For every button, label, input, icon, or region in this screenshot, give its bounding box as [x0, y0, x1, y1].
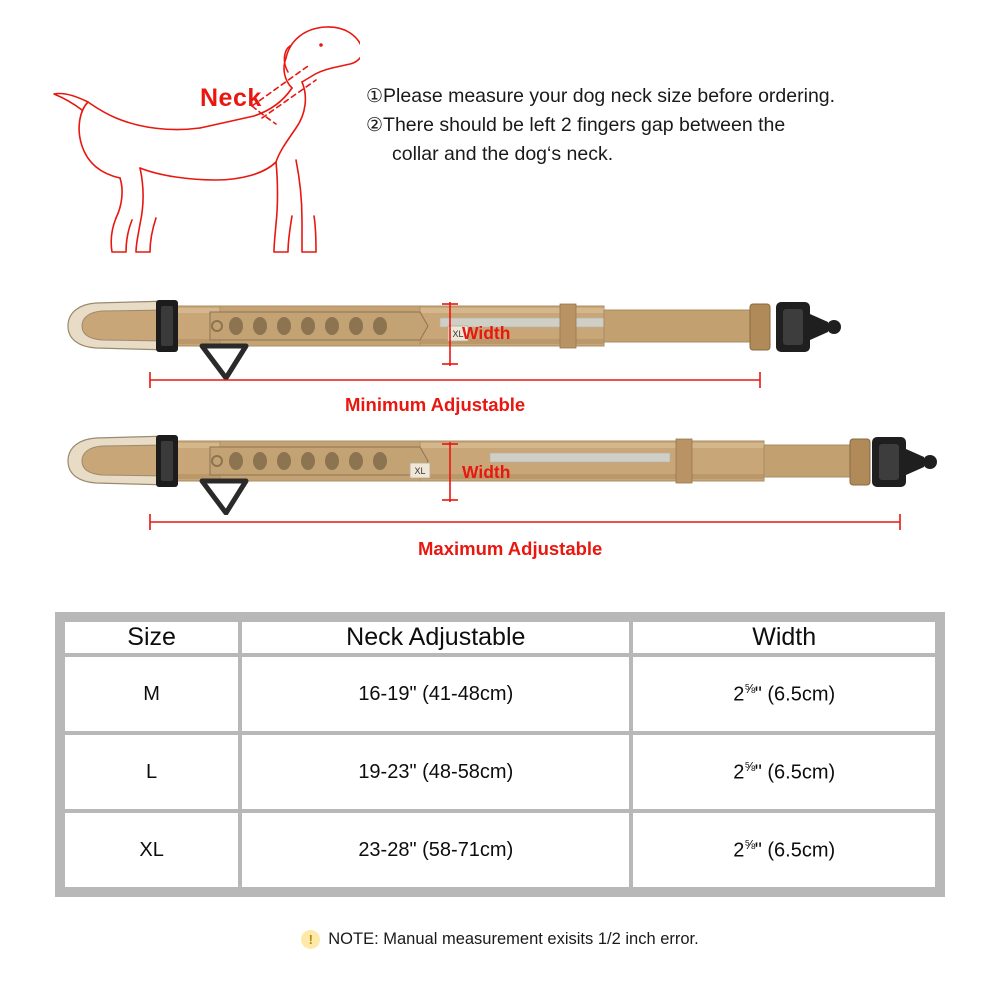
- width-value-xl-rest: " (6.5cm): [754, 839, 836, 862]
- warning-icon: !: [301, 930, 320, 949]
- instruction-marker-1: ①: [366, 86, 384, 107]
- width-value-m-frac: ⅝: [744, 681, 755, 697]
- column-header-width: Width: [633, 622, 935, 653]
- cell-size-m: M: [65, 657, 238, 731]
- width-value-l-frac: ⅝: [744, 759, 755, 775]
- cell-neck-l: 19-23" (48-58cm): [242, 735, 629, 809]
- minimum-adjustable-label: Minimum Adjustable: [345, 394, 526, 415]
- width-value-l-rest: " (6.5cm): [754, 761, 836, 784]
- cell-width-xl: [633, 813, 935, 887]
- width-label-minimum: Width: [462, 323, 511, 343]
- cell-neck-xl: 23-28" (58-71cm): [242, 813, 629, 887]
- column-header-size: Size: [65, 622, 238, 653]
- size-table: [61, 618, 939, 891]
- size-table-container: [55, 612, 945, 897]
- maximum-adjustable-label: Maximum Adjustable: [418, 538, 603, 559]
- instruction-line-1: [366, 82, 986, 111]
- dog-outline-illustration: [40, 10, 360, 265]
- note-text: NOTE: Manual measurement exisits 1/2 inch error.: [328, 930, 699, 949]
- cell-size-l: L: [65, 735, 238, 809]
- column-header-neck-adjustable: Neck Adjustable: [242, 622, 629, 653]
- instruction-marker-2: ②: [366, 115, 384, 136]
- instruction-text-2: There should be left 2 fingers gap between the: [383, 114, 786, 136]
- instruction-text-1: Please measure your dog neck size before ordering.: [383, 85, 836, 107]
- width-value-xl-num: 2: [733, 839, 745, 862]
- table-row: [65, 735, 935, 809]
- table-row: [65, 657, 935, 731]
- width-value-m-rest: " (6.5cm): [754, 683, 836, 706]
- cell-size-xl: XL: [65, 813, 238, 887]
- width-value-m-num: 2: [733, 683, 745, 706]
- svg-text:XL: XL: [452, 329, 464, 339]
- instruction-list: [366, 82, 986, 169]
- cell-width-l: [633, 735, 935, 809]
- instruction-line-3: [366, 140, 986, 169]
- instruction-section: [0, 0, 1000, 270]
- neck-label: Neck: [200, 84, 262, 112]
- table-row: [65, 813, 935, 887]
- width-value-l-num: 2: [733, 761, 745, 784]
- cell-width-m: [633, 657, 935, 731]
- svg-text:XL: XL: [414, 466, 426, 476]
- width-value-xl-frac: ⅝: [744, 837, 755, 853]
- table-header-row: [65, 622, 935, 653]
- instruction-line-2: [366, 111, 986, 140]
- cell-neck-m: 16-19" (41-48cm): [242, 657, 629, 731]
- width-label-maximum: Width: [462, 462, 511, 482]
- instruction-text-3: collar and the dog‘s neck.: [392, 143, 614, 165]
- note-row: [0, 930, 1000, 949]
